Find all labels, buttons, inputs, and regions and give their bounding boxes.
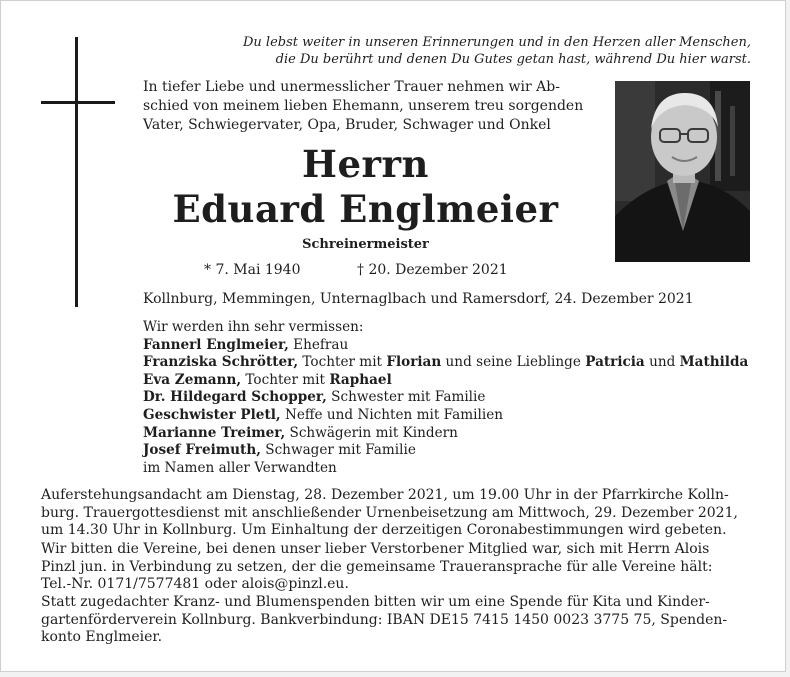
notice-line: um 14.30 Uhr in Kollnburg. Um Einhaltung der derzeitigen Coronabestimmungen wird gebeten. <box>41 522 727 539</box>
mourner-name: Marianne Treimer, <box>143 424 286 441</box>
list-item <box>143 389 753 407</box>
portrait-photo <box>615 81 750 262</box>
salutation: Herrn <box>302 142 429 186</box>
list-item <box>143 354 753 372</box>
intro-text <box>143 78 593 135</box>
verse-line: Du lebst weiter in unseren Erinnerungen und in den Herzen aller Menschen, <box>242 35 751 50</box>
list-item <box>143 407 753 425</box>
mourner-relation: Schwager mit Familie <box>260 442 416 459</box>
mourner-name: Franziska Schrötter, <box>143 354 299 371</box>
mourners-intro: Wir werden ihn sehr vermissen: <box>143 319 364 335</box>
intro-line: Vater, Schwiegervater, Opa, Bruder, Schwager und Onkel <box>143 117 551 133</box>
mourner-name: Dr. Hildegard Schopper, <box>143 389 327 406</box>
portrait-image <box>615 81 750 262</box>
mourner-relation: und seine Lieblinge <box>441 354 586 371</box>
list-item <box>143 372 753 390</box>
associations-notice <box>41 541 751 594</box>
notice-line: gartenförderverein Kollnburg. Bankverbindung: IBAN DE15 7415 1450 0023 3775 75, Spenden- <box>41 611 728 628</box>
mourners-list <box>143 319 753 477</box>
notice-line: burg. Trauergottesdienst mit anschließender Urnenbeisetzung am Mittwoch, 29. Dezember 2021, <box>41 504 738 521</box>
mourner-name: Raphael <box>329 371 392 388</box>
mourner-relation: Tochter mit <box>241 371 330 388</box>
birth-date: * 7. Mai 1940 <box>204 262 301 278</box>
funeral-notice <box>41 487 751 540</box>
mourner-relation: Tochter mit <box>298 354 387 371</box>
mourner-name: Florian <box>386 354 442 371</box>
deceased-name: Eduard Englmeier <box>172 187 559 231</box>
intro-line: schied von meinem lieben Ehemann, unserem treu sorgenden <box>143 98 584 114</box>
death-date: † 20. Dezember 2021 <box>357 262 508 278</box>
notice-line: Statt zugedachter Kranz- und Blumenspenden bitten wir um eine Spende für Kita und Kinder- <box>41 594 710 610</box>
list-item <box>143 425 753 443</box>
mourner-name: Mathilda <box>679 354 749 371</box>
verse-line: die Du berührt und denen Du Gutes getan hast, während Du hier warst. <box>275 52 751 67</box>
mourner-relation: Schwester mit Familie <box>326 389 486 406</box>
mourner-name: Geschwister Pletl, <box>143 406 281 423</box>
mourner-name: Eva Zemann, <box>143 371 242 388</box>
notice-line: Auferstehungsandacht am Dienstag, 28. Dezember 2021, um 19.00 Uhr in der Pfarrkirche Kolln- <box>41 487 729 503</box>
cross-icon-crossbar <box>41 101 115 104</box>
mourners-closing: im Namen aller Verwandten <box>143 459 337 476</box>
notice-line: konto Englmeier. <box>41 629 163 646</box>
notice-line: Wir bitten die Vereine, bei denen unser lieber Verstorbener Mitglied war, sich mit Herrn Alois <box>41 541 710 557</box>
list-item <box>143 442 753 460</box>
notice-line: Tel.-Nr. 0171/7577481 oder alois@pinzl.eu. <box>41 576 349 593</box>
place-and-date: Kollnburg, Memmingen, Unternaglbach und Ramersdorf, 24. Dezember 2021 <box>143 291 694 307</box>
donation-notice <box>41 594 751 647</box>
deceased-profession: Schreinermeister <box>302 237 429 252</box>
memorial-verse <box>206 34 751 68</box>
intro-line: In tiefer Liebe und unermesslicher Trauer nehmen wir Ab- <box>143 79 560 95</box>
mourner-relation: und <box>644 354 680 371</box>
mourner-relation: Schwägerin mit Kindern <box>285 424 458 441</box>
notice-line: Pinzl jun. in Verbindung zu setzen, der die gemeinsame Traueransprache für alle Vereine hält: <box>41 558 713 575</box>
mourner-name: Fannerl Englmeier, <box>143 336 289 353</box>
cross-icon <box>75 37 78 307</box>
list-item <box>143 337 753 355</box>
mourner-relation: Ehefrau <box>288 336 349 353</box>
mourner-name: Patricia <box>585 354 645 371</box>
mourner-relation: Neffe und Nichten mit Familien <box>280 406 504 423</box>
mourner-name: Josef Freimuth, <box>143 442 261 459</box>
